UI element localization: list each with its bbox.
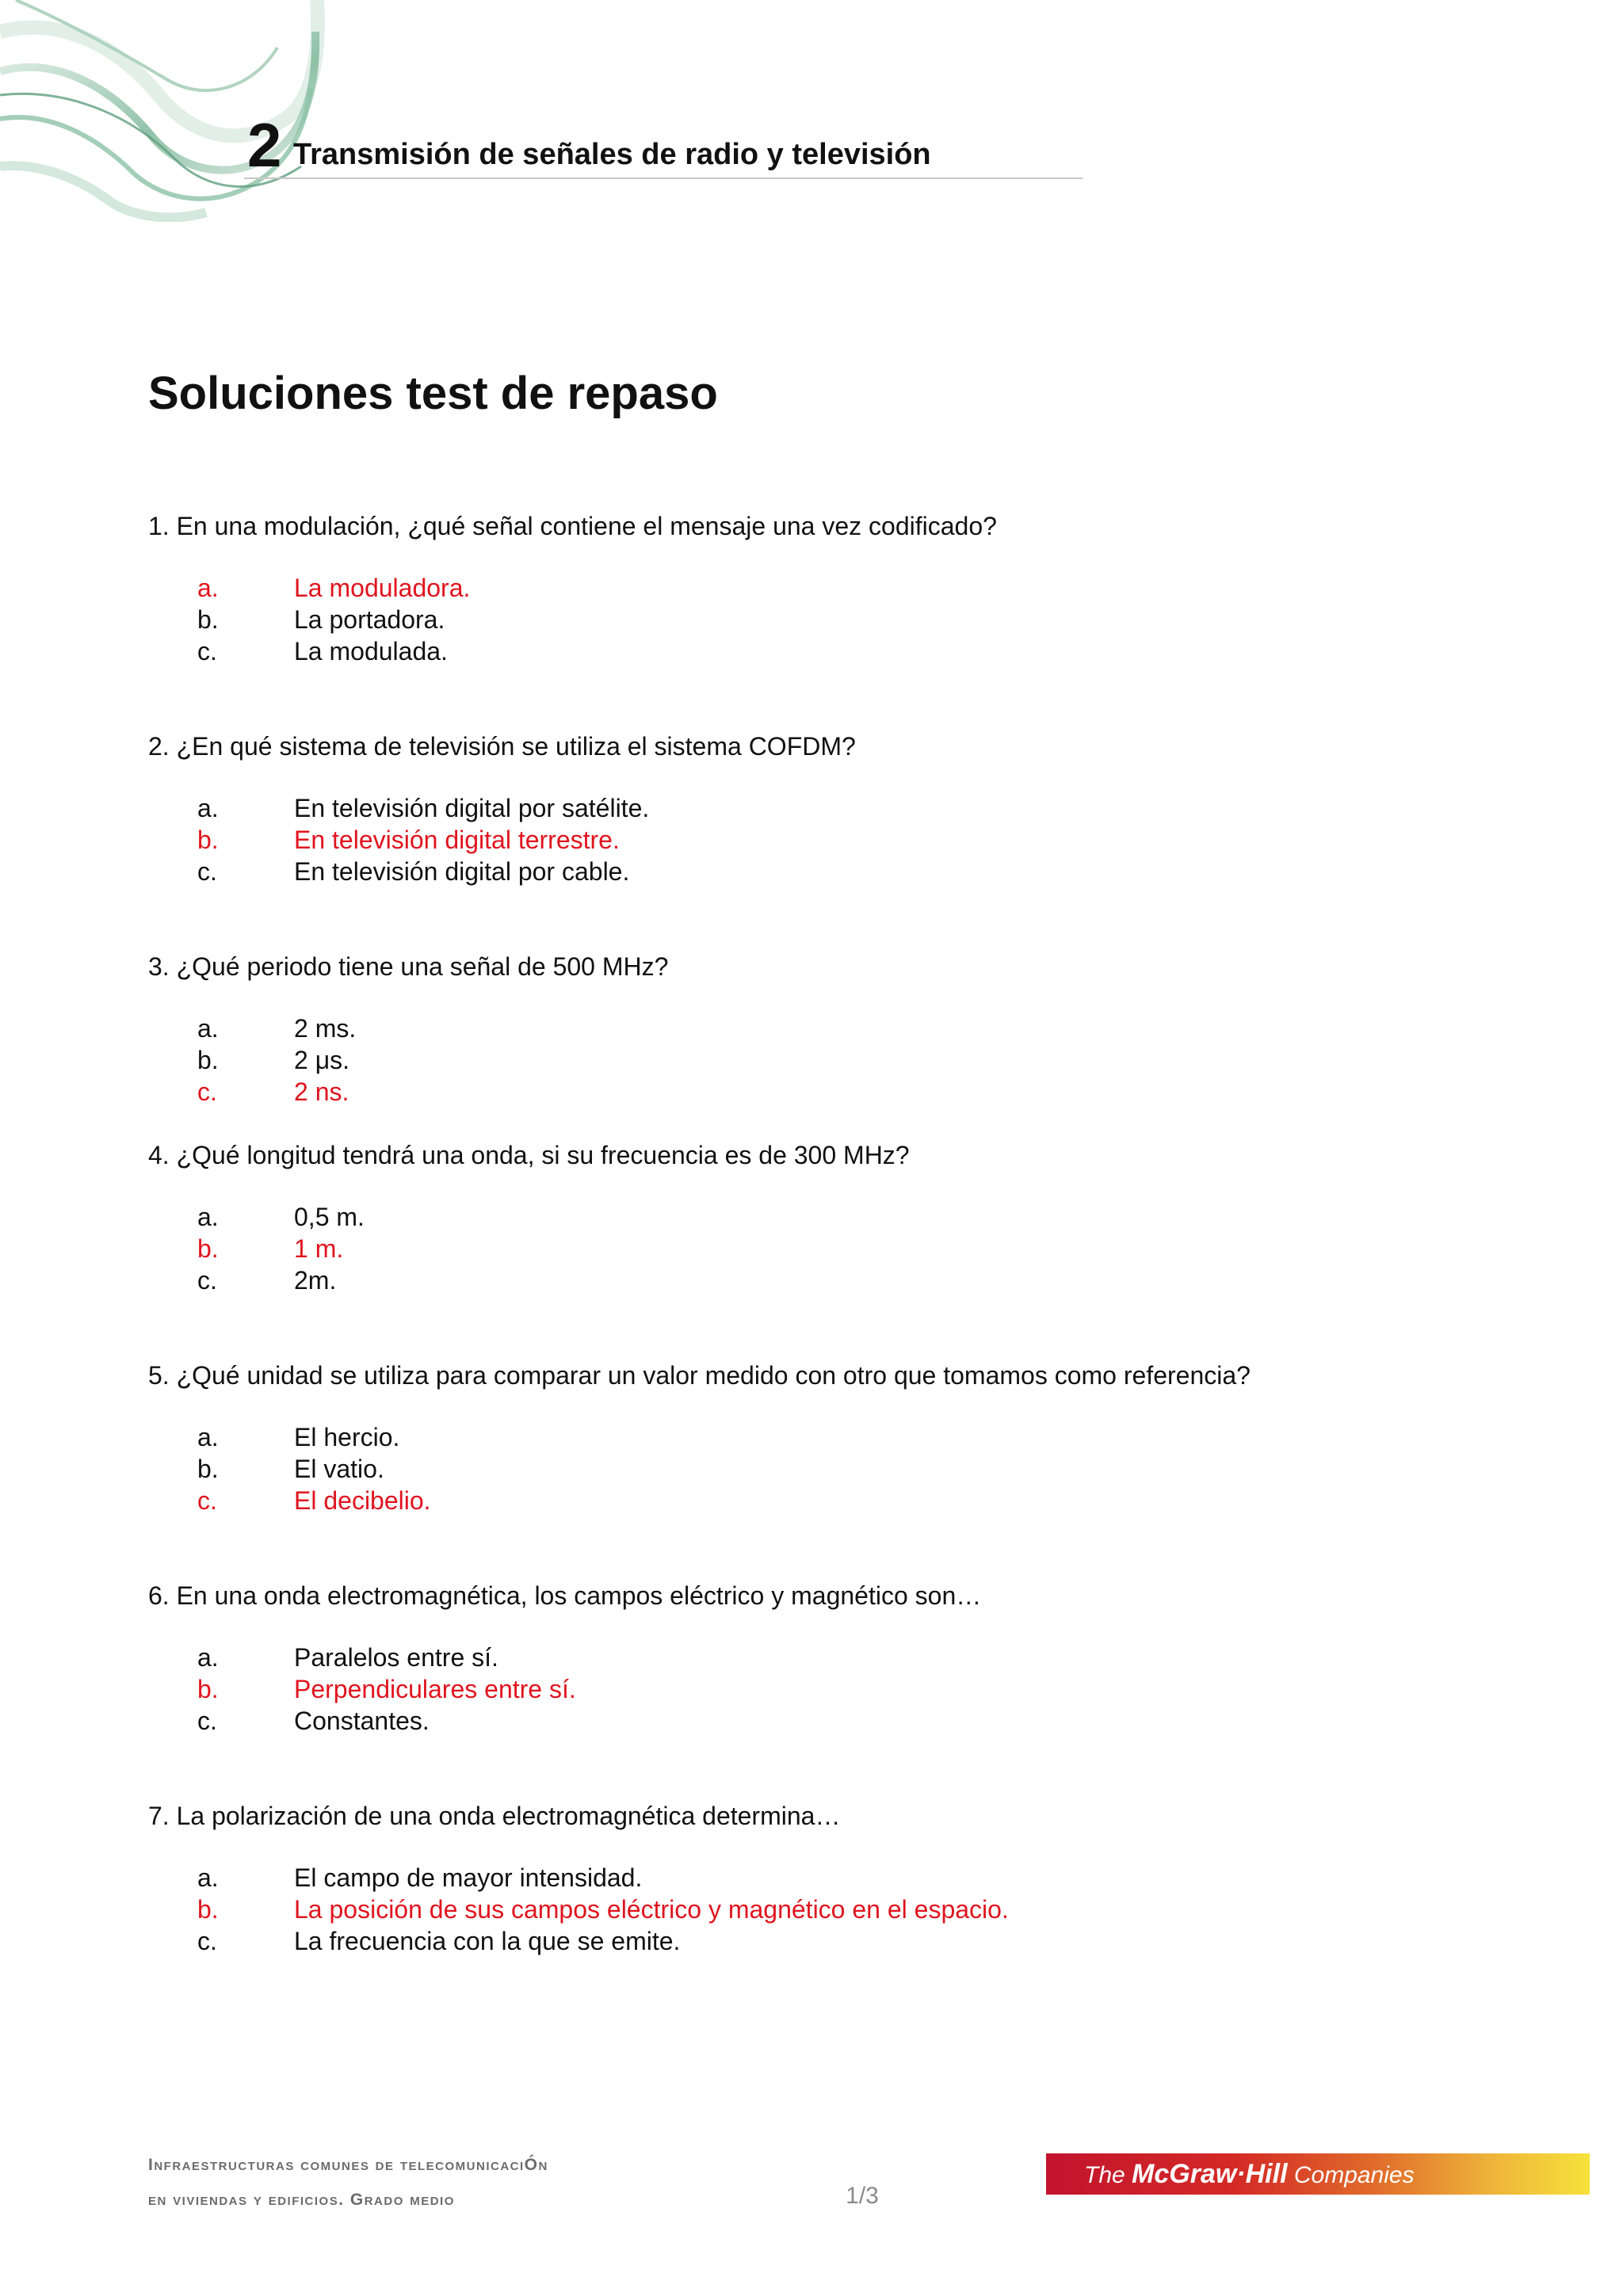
page-title: Soluciones test de repaso (148, 368, 718, 419)
option-text: En televisión digital por cable. (294, 857, 630, 886)
option-letter: a. (197, 574, 219, 602)
answer-option (148, 1453, 1575, 1485)
option-letter: b. (197, 1046, 219, 1074)
logo-name: McGraw·Hill (1132, 2159, 1288, 2189)
answer-option (148, 604, 1575, 635)
question-2 (148, 730, 1575, 887)
option-text: La posición de sus campos eléctrico y magnético en el espacio. (294, 1895, 1009, 1924)
answer-option (148, 1264, 1575, 1296)
option-letter: c. (197, 1486, 217, 1515)
answer-options (148, 792, 1575, 887)
answer-option-correct (148, 1233, 1575, 1264)
decorative-swirl-graphic (0, 0, 333, 222)
answer-options (148, 1201, 1575, 1296)
answer-option (148, 1013, 1575, 1044)
book-title-line-2: en viviendas y edificios. Grado medio (148, 2191, 455, 2209)
answer-options (148, 1013, 1575, 1108)
option-text: La modulada. (294, 637, 448, 666)
option-letter: a. (197, 794, 219, 822)
answer-option (148, 1201, 1575, 1233)
question-text: 5. ¿Qué unidad se utiliza para comparar un valor medido con otro que tomamos como referencia? (148, 1361, 1251, 1390)
option-letter: b. (197, 605, 219, 634)
question-7 (148, 1800, 1575, 1957)
question-text: 1. En una modulación, ¿qué señal contiene el mensaje una vez codificado? (148, 512, 997, 540)
answer-option-correct (148, 1076, 1575, 1108)
option-letter: c. (197, 1707, 217, 1735)
logo-suffix: Companies (1287, 2162, 1415, 2188)
chapter-header (244, 110, 1083, 180)
publisher-logo-text (1084, 2160, 1415, 2190)
answer-options (148, 1642, 1575, 1737)
option-letter: b. (197, 1675, 219, 1703)
option-text: En televisión digital por satélite. (294, 794, 650, 822)
option-text: 1 m. (294, 1234, 344, 1263)
answer-option (148, 1421, 1575, 1453)
option-text: El campo de mayor intensidad. (294, 1863, 643, 1892)
option-letter: c. (197, 637, 217, 666)
option-letter: a. (197, 1203, 219, 1231)
option-text: La frecuencia con la que se emite. (294, 1927, 681, 1955)
option-letter: b. (197, 1895, 219, 1924)
publisher-logo-bar (1046, 2153, 1590, 2195)
answer-option (148, 792, 1575, 824)
option-text: 0,5 m. (294, 1203, 365, 1231)
option-text: 2 ms. (294, 1014, 357, 1043)
book-title-footer (148, 2153, 548, 2223)
answer-option-correct (148, 572, 1575, 604)
option-text: La portadora. (294, 605, 445, 634)
answer-options (148, 572, 1575, 667)
question-text: 2. ¿En qué sistema de televisión se utiliza el sistema COFDM? (148, 732, 856, 761)
chapter-number: 2 (247, 110, 282, 180)
option-text: El hercio. (294, 1423, 400, 1451)
answer-option-correct (148, 1485, 1575, 1516)
option-text: 2m. (294, 1266, 337, 1295)
answer-option-correct (148, 1673, 1575, 1705)
option-letter: c. (197, 1077, 217, 1106)
answer-option (148, 856, 1575, 887)
option-text: Perpendiculares entre sí. (294, 1675, 576, 1703)
answer-option (148, 1862, 1575, 1894)
question-text: 7. La polarización de una onda electromagnética determina… (148, 1802, 841, 1830)
option-letter: a. (197, 1863, 219, 1892)
question-text: 3. ¿Qué periodo tiene una señal de 500 MHz? (148, 952, 669, 981)
question-6 (148, 1580, 1575, 1737)
answer-options (148, 1421, 1575, 1516)
option-text: La moduladora. (294, 574, 471, 602)
answer-option-correct (148, 824, 1575, 856)
option-text: El decibelio. (294, 1486, 431, 1515)
option-text: 2 ns. (294, 1077, 349, 1106)
page-number: 1/3 (846, 2183, 879, 2209)
question-3 (148, 951, 1575, 1108)
option-letter: a. (197, 1643, 219, 1672)
answer-options (148, 1862, 1575, 1957)
option-text: El vatio. (294, 1455, 384, 1483)
option-text: Constantes. (294, 1707, 430, 1735)
option-letter: c. (197, 857, 217, 886)
answer-option (148, 1925, 1575, 1957)
option-letter: c. (197, 1266, 217, 1295)
question-5 (148, 1360, 1575, 1516)
answer-option (148, 1705, 1575, 1737)
option-letter: b. (197, 1455, 219, 1483)
answer-option (148, 635, 1575, 667)
option-letter: b. (197, 1234, 219, 1263)
option-letter: c. (197, 1927, 217, 1955)
answer-option (148, 1044, 1575, 1076)
answer-option-correct (148, 1894, 1575, 1925)
chapter-title: Transmisión de señales de radio y televisión (293, 138, 931, 171)
option-text: 2 μs. (294, 1046, 350, 1074)
option-text: En televisión digital terrestre. (294, 826, 620, 854)
question-text: 4. ¿Qué longitud tendrá una onda, si su frecuencia es de 300 MHz? (148, 1141, 910, 1169)
option-letter: a. (197, 1423, 219, 1451)
book-title-line-1: Infraestructuras comunes de telecomunicaciÓn (148, 2156, 548, 2174)
question-1 (148, 510, 1575, 667)
option-text: Paralelos entre sí. (294, 1643, 498, 1672)
question-text: 6. En una onda electromagnética, los campos eléctrico y magnético son… (148, 1581, 982, 1610)
answer-option (148, 1642, 1575, 1673)
option-letter: a. (197, 1014, 219, 1043)
logo-the: The (1084, 2162, 1132, 2188)
question-4 (148, 1139, 1575, 1296)
option-letter: b. (197, 826, 219, 854)
